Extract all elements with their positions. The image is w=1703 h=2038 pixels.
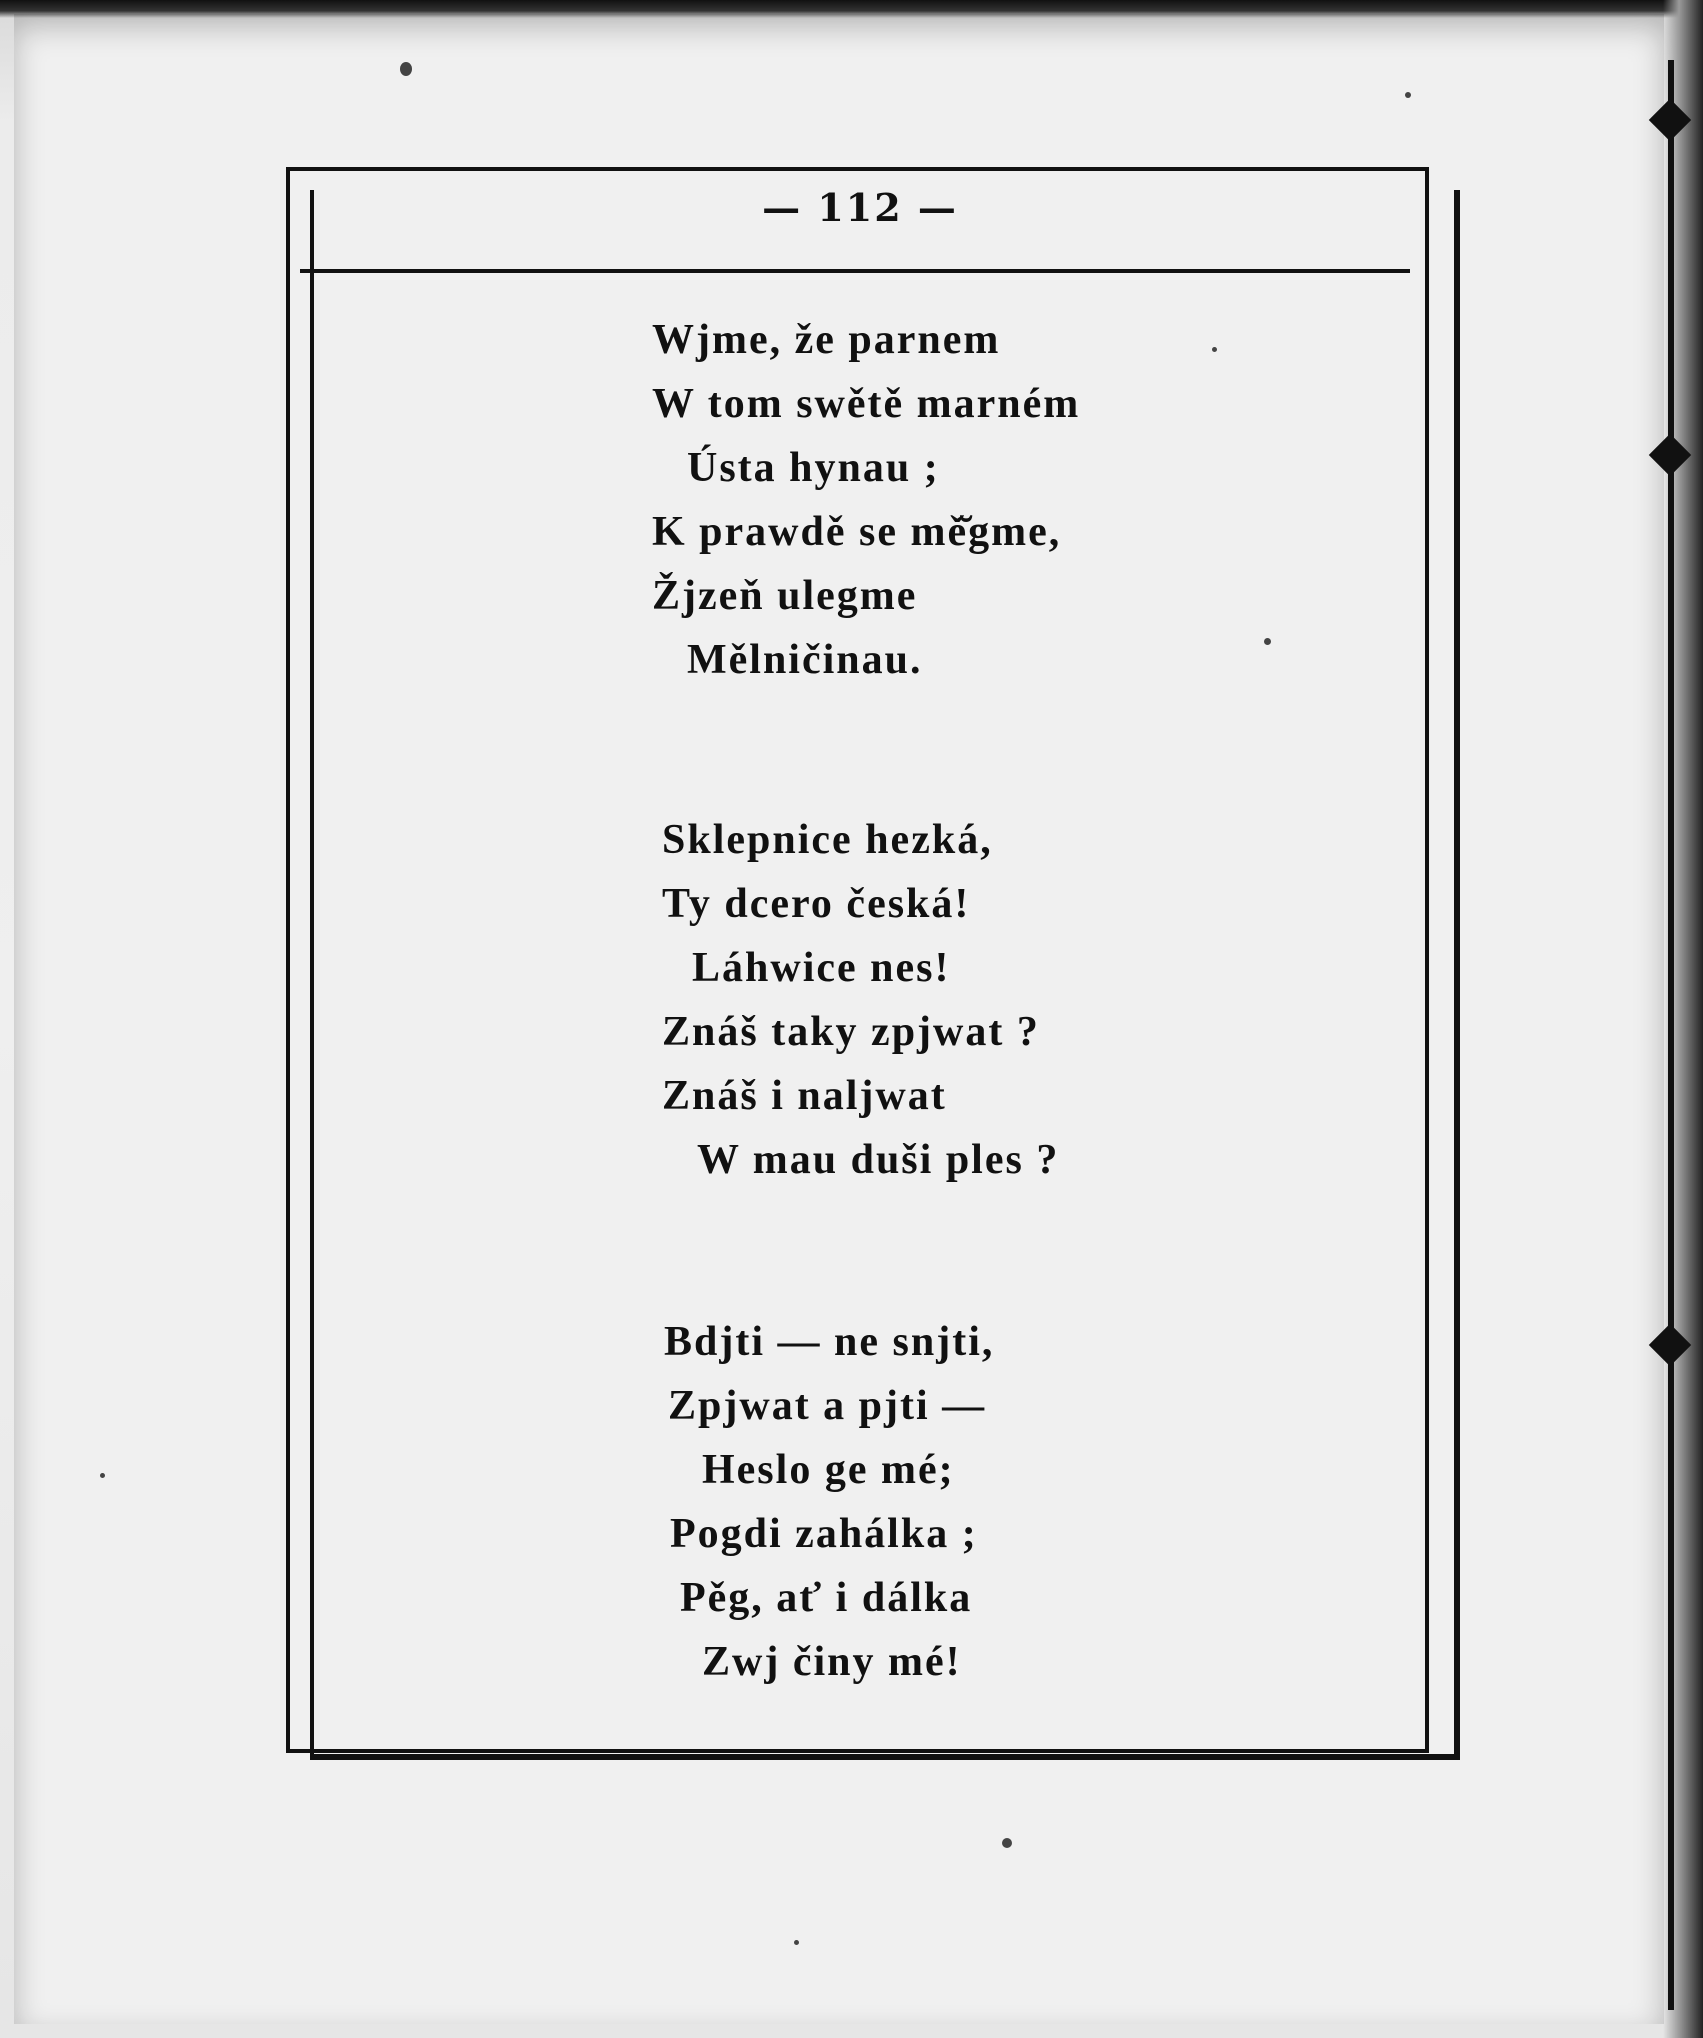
scan-speck	[100, 1473, 105, 1478]
verse-line: Mělničinau.	[687, 637, 923, 683]
header-rule	[300, 269, 1410, 273]
verse-line: Zwj činy mé!	[702, 1639, 962, 1685]
stanza-3	[664, 1310, 994, 1694]
verse-line: Ústa hynau ;	[687, 445, 940, 491]
verse-line: Wjme, že parnem	[652, 317, 1001, 363]
scan-speck	[400, 62, 412, 76]
verse-line: Zpjwat a pjti —	[668, 1383, 987, 1429]
scan-speck	[794, 1940, 799, 1945]
scan-speck	[1212, 347, 1217, 352]
scan-speck	[1002, 1838, 1012, 1848]
verse-line: Pěg, ať i dálka	[680, 1575, 973, 1621]
verse-line: Heslo ge mé;	[702, 1447, 955, 1493]
verse-line: Láhwice nes!	[692, 945, 951, 991]
verse-line: K prawdě se mě̆gme,	[652, 509, 1062, 555]
scan-speck	[1405, 92, 1411, 98]
verse-line: Znáš i naljwat	[662, 1073, 947, 1119]
stanza-2	[662, 808, 1059, 1192]
verse-line: Ty dcero česká!	[662, 881, 971, 927]
verse-line: Sklepnice hezká,	[662, 817, 993, 863]
scan-speck	[1264, 638, 1271, 645]
verse-line: W tom swětě marném	[652, 381, 1081, 427]
stanza-1	[652, 308, 1080, 692]
page-number: — 112 —	[762, 185, 958, 230]
binding-edge	[1668, 60, 1674, 2010]
verse-line: Žjzeň ulegme	[652, 573, 918, 619]
verse-line: W mau duši ples ?	[697, 1137, 1060, 1183]
top-scan-edge	[0, 0, 1703, 18]
verse-line: Bdjti — ne snjti,	[664, 1319, 995, 1365]
verse-line: Pogdi zahálka ;	[670, 1511, 978, 1557]
verse-line: Znáš taky zpjwat ?	[662, 1009, 1040, 1055]
